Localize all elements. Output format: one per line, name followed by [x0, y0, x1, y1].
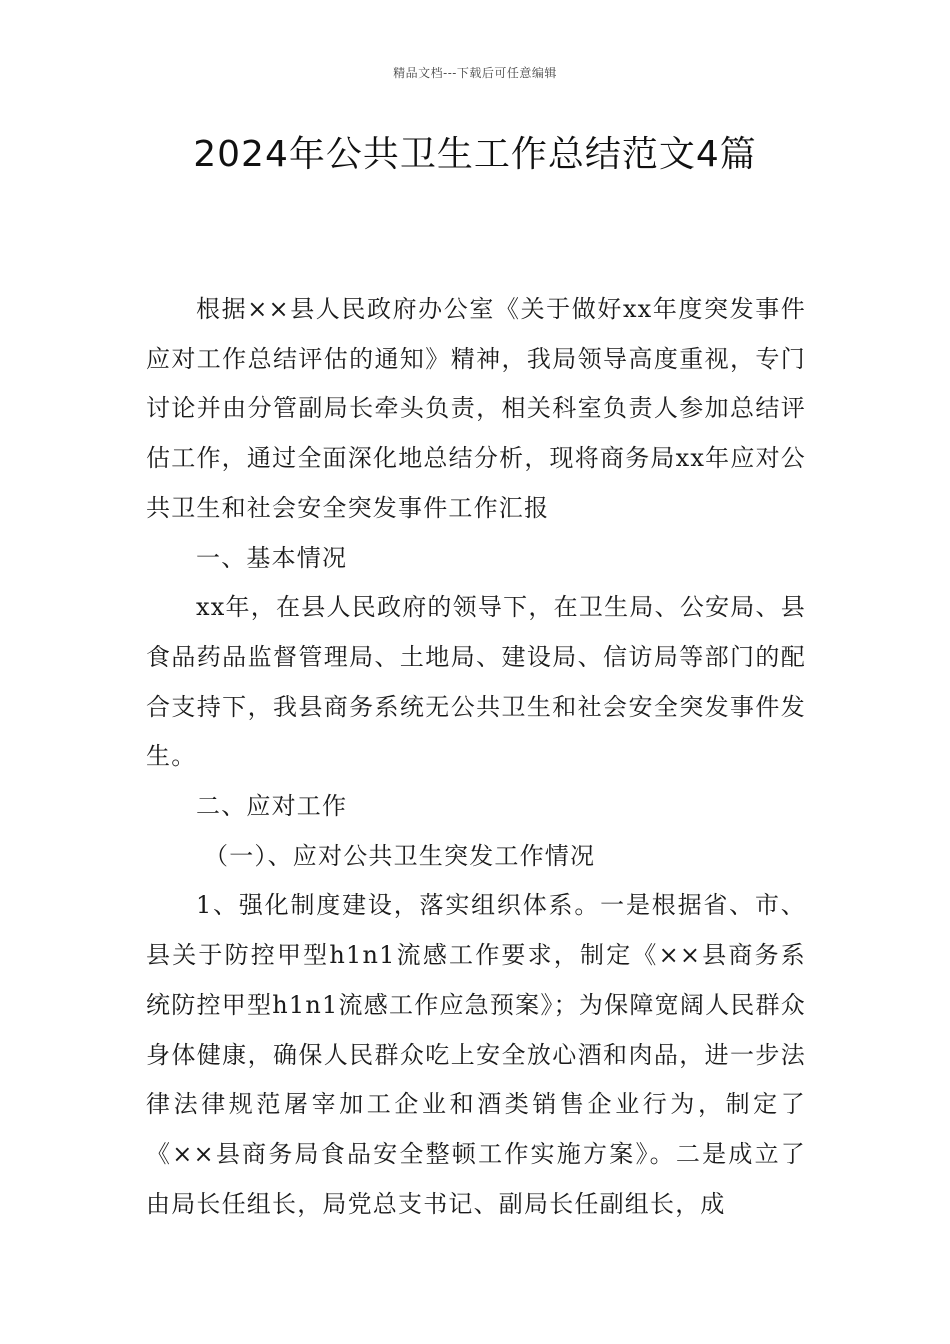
paragraph-basic-situation: xx年，在县人民政府的领导下，在卫生局、公安局、县食品药品监督管理局、土地局、建设局、信访局等部门的配合支持下，我县商务系统无公共卫生和社会安全突发事件发生。	[146, 593, 806, 771]
document-title: 2024年公共卫生工作总结范文4篇	[193, 134, 757, 175]
header-note: 精品文档---下载后可任意编辑	[393, 66, 557, 80]
paragraph-intro: 根据××县人民政府办公室《关于做好xx年度突发事件应对工作总结评估的通知》精神，我局领导高度重视，专门讨论并由分管副局长牵头负责，相关科室负责人参加总结评估工作，通过全面深化地总结分析，现将商务局xx年应对公共卫生和社会安全突发事件工作汇报	[146, 295, 806, 522]
paragraph-item-1: 1、强化制度建设，落实组织体系。一是根据省、市、县关于防控甲型h1n1流感工作要求，制定《××县商务系统防控甲型h1n1流感工作应急预案》；为保障宽阔人民群众身体健康，确保人民群众吃上安全放心酒和肉品，进一步法律法律规范屠宰加工企业和酒类销售企业行为，制定了《××县商务局食品安全整顿工作实施方案》。二是成立了由局长任组长，局党总支书记、副局长任副组长，成	[146, 891, 806, 1218]
subsection-heading-public-health: （一）、应对公共卫生突发工作情况	[204, 841, 596, 870]
section-heading-response: 二、应对工作	[196, 792, 348, 821]
document-body	[146, 285, 806, 1229]
section-heading-basic: 一、基本情况	[196, 543, 348, 572]
